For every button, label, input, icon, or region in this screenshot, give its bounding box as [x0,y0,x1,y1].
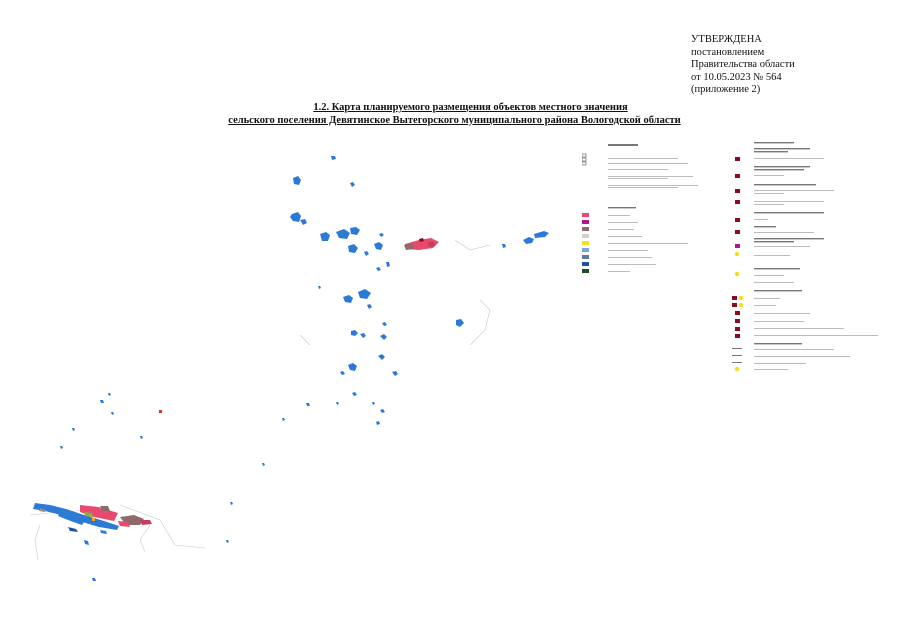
lake [230,502,233,505]
road-line [140,525,150,552]
legend-text-line [608,271,630,272]
legend-swatch [582,262,589,266]
legend-text-line [754,158,824,159]
legend-heading-bar [754,268,800,269]
lake [318,286,321,289]
lake [374,242,383,250]
legend-text-line [754,313,810,314]
road-line [300,335,310,345]
legend-marker [735,189,740,193]
legend-text-line [754,349,834,350]
legend-text-line [754,282,794,283]
road-line [470,300,490,345]
legend-heading-bar [754,290,802,291]
road-line [120,505,205,548]
legend-text-line [754,232,814,233]
legend-swatch [582,241,589,245]
legend-text-line [754,193,784,194]
lake [350,227,360,235]
approval-line: от 10.05.2023 № 564 [691,71,782,83]
legend-swatch [582,269,589,273]
legend-text-line [608,222,638,223]
lake [379,233,384,237]
lake [386,262,390,267]
legend-text-line [754,246,810,247]
lake [382,322,387,326]
lake [348,244,358,253]
water-strip [68,527,78,532]
legend-text-line [754,201,824,202]
approval-line: постановлением [691,46,765,58]
legend-heading-bar [754,241,794,242]
legend-marker [732,296,737,300]
lake [293,176,301,185]
lake [367,304,372,309]
lake [376,421,380,425]
water-strip [100,530,107,534]
approval-line: (приложение 2) [691,84,761,96]
lake [92,578,96,581]
lake [392,371,398,376]
legend-text-line [754,175,784,176]
legend-text-line [754,204,784,205]
legend-text-line [754,255,790,256]
legend-heading-bar [754,184,816,185]
map-title-line: сельского поселения Девятинское Вытегорского муниципального района Вологодской области [228,114,681,126]
legend-text-line [608,257,652,258]
legend-text-line [608,158,678,159]
lake [348,363,357,371]
legend-point-marker [735,252,739,256]
lake [534,231,549,238]
legend-heading-bar [754,151,788,152]
legend-left-graphic [582,140,722,280]
planned-object [159,410,162,413]
lake [364,251,369,256]
settlement-upper [404,238,439,250]
legend-point-marker [735,367,739,371]
legend-text-line [608,185,698,186]
legend-text-line [754,190,834,191]
settlement-lower [33,503,152,545]
legend-marker [735,334,740,338]
lake [140,436,143,439]
legend-right-graphic [730,138,900,378]
legend-text-line [608,215,630,216]
road-line [35,525,40,560]
legend-marker [735,319,740,323]
lake [290,212,301,222]
legend-text-line [608,264,656,265]
lake [331,156,336,160]
legend-marker [735,327,740,331]
legend-text-line [754,321,804,322]
lake [111,412,114,415]
legend-heading-bar [754,142,794,143]
lake [380,409,385,413]
legend-text-line [608,236,642,237]
legend-swatch [582,220,589,224]
legend-swatch [582,234,589,238]
legend-text-line [608,229,634,230]
legend-text-line [754,356,850,357]
map-title-line: 1.2. Карта планируемого размещения объектов местного значения [313,102,628,113]
legend-box-icon [582,154,586,157]
legend-heading-bar [754,226,776,227]
legend-text-line [754,219,768,220]
lake [262,463,265,466]
legend-swatch [582,227,589,231]
lake [502,244,506,248]
legend-line-symbol [732,362,742,363]
lake [378,354,385,360]
lake [306,403,310,406]
legend-text-line [754,335,878,336]
legend-heading-bar [754,343,802,344]
lake [523,237,534,244]
lake [320,232,330,241]
lake [351,330,358,336]
legend-text-line [608,169,668,170]
legend-box-icon [582,158,586,161]
legend-marker [735,244,740,248]
legend-point-marker [735,272,739,276]
legend-text-line [608,243,688,244]
legend-text-line [608,178,668,179]
legend-heading-bar [608,207,636,208]
lake [340,371,345,375]
legend-text-line [608,250,648,251]
legend-text-line [608,187,678,188]
legend-line-symbol [732,348,742,349]
lake [282,418,285,421]
legend-marker [735,157,740,161]
residential-zone [140,520,152,525]
legend-marker [735,218,740,222]
legend-right [730,138,900,383]
lake [376,267,381,271]
legend-text-line [608,163,688,164]
lake [60,446,63,449]
lake [336,229,350,239]
legend-left [582,140,722,285]
water-strip [84,540,89,545]
lake [352,392,357,396]
lake [72,428,75,431]
legend-marker [735,174,740,178]
legend-marker [735,230,740,234]
lake [372,402,375,405]
legend-heading-bar [754,238,824,239]
lake [343,295,353,303]
lake [380,334,387,340]
legend-marker [735,200,740,204]
legend-text-line [754,298,780,299]
legend-swatch [582,213,589,217]
legend-text-line [754,305,776,306]
lake [360,333,366,338]
lake [336,402,339,405]
lake [300,219,307,225]
lake [108,393,111,396]
approval-line: УТВЕРЖДЕНА [691,34,762,45]
legend-marker [732,303,737,307]
legend-point-marker [739,296,743,300]
legend-text-line [608,176,693,177]
legend-text-line [754,363,806,364]
lake [226,540,229,543]
lake [456,319,464,327]
legend-heading-bar [608,144,638,146]
legend-swatch [582,248,589,252]
lake [358,289,371,299]
legend-heading-bar [754,148,810,149]
legend-heading-bar [754,169,804,170]
legend-marker [735,311,740,315]
legend-text-line [754,328,844,329]
planned-object [92,518,95,521]
lake [350,182,355,187]
legend-heading-bar [754,212,824,213]
road-line [455,240,490,250]
legend-line-symbol [732,355,742,356]
legend-text-line [754,275,784,276]
approval-line: Правительства области [691,59,795,71]
lake [100,400,104,403]
legend-swatch [582,255,589,259]
legend-heading-bar [754,166,810,167]
legend-box-icon [582,162,586,165]
legend-text-line [754,369,788,370]
legend-point-marker [739,303,743,307]
